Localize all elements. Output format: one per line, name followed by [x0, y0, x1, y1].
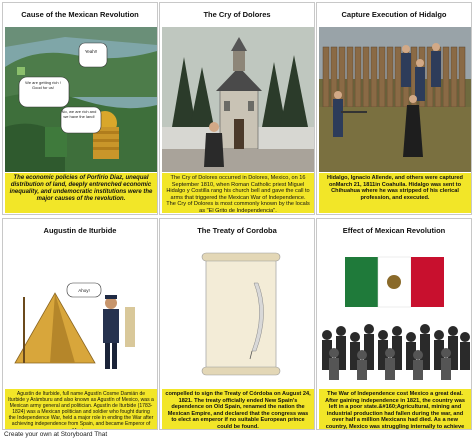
panel-caption: Agustín de Iturbide, full name Agustín Cosme Damián de Iturbide y Arámburu and also known as Agustín of Mexico, was a Mexican army general and politician. Agustín de Iturbide (1783-1824) was a Mexican politician and soldier who fought during the Independence War, held a major role in ending the War after achieving independence from Spain, and became Emperor of: [5, 389, 157, 429]
panel-caption: Hidalgo, Ignacio Allende, and others were captured onMarch 21, 1811in Coahuila. Hidalgo was sent to Chihuahua where he was stripped of his clerical profession, and executed.: [319, 173, 471, 213]
panel-treaty-cordoba: [159, 218, 315, 430]
panel-caption: compelled to sign the Treaty of Córdoba on August 24, 1821. The treaty officially ended New Spain's dependence on Old Spain, renamed the nation the Mexican Empire, and declared that the congress was to elect an emperor if no suitable European prince could be found.: [162, 389, 314, 429]
panel-title: The Treaty of Cordoba: [197, 225, 277, 235]
panel-cry-of-dolores: [159, 2, 315, 215]
speech-bubble: Ahoy!: [78, 288, 90, 293]
panel-title: Effect of Mexican Revolution: [342, 225, 446, 235]
storyboard-that-link[interactable]: Create your own at Storyboard That: [4, 431, 108, 438]
speech-bubble: Yeah!!: [84, 49, 98, 54]
scene-tent-soldier: [5, 243, 157, 388]
panel-title: Cause of the Mexican Revolution: [21, 9, 139, 19]
panel-caption: The War of Independence cost Mexico a great deal. After gaining independence in 1821, the country was left in a poor state.&#160;Agricultural, mining and industrial production had fallen during the war, and over half a million Mexicans had died. As a new country, Mexico was struggling internally to achieve: [319, 389, 471, 429]
scene-execution: [319, 27, 471, 172]
speech-bubble: We are getting rich ! Good for us!: [25, 80, 61, 90]
panel-caption: The Cry of Dolores occurred in Dolores, Mexico, on 16 September 1810, when Roman Catholic priest Miguel Hidalgo y Costilla rang his church bell and gave the call to arms that triggered the Mexican War of Independence. The Cry of Dolores is most commonly known by the locals as "El Grito de Independencia".: [162, 173, 314, 213]
speech-bubble: No, we are rich and we have the land!: [61, 109, 97, 119]
panel-capture-execution: [316, 2, 472, 215]
panel-title: Augustin de Iturbide: [43, 225, 117, 235]
panel-title: The Cry of Dolores: [203, 9, 271, 19]
panel-cause-of-revolution: [2, 2, 158, 215]
panel-effect-of-revolution: [316, 218, 472, 430]
panel-title: Capture Execution of Hidalgo: [341, 9, 447, 19]
panel-iturbide: [2, 218, 158, 430]
panel-caption: The economic policies of Porfirio Diaz, unequal distribution of land, deeply entrenched economic inequality, and undemocratic institutions were the major causes of the revolution.: [5, 173, 157, 213]
scene-scroll: [162, 243, 314, 388]
scene-church: [162, 27, 314, 172]
scene-flag-crowd: [319, 243, 471, 388]
